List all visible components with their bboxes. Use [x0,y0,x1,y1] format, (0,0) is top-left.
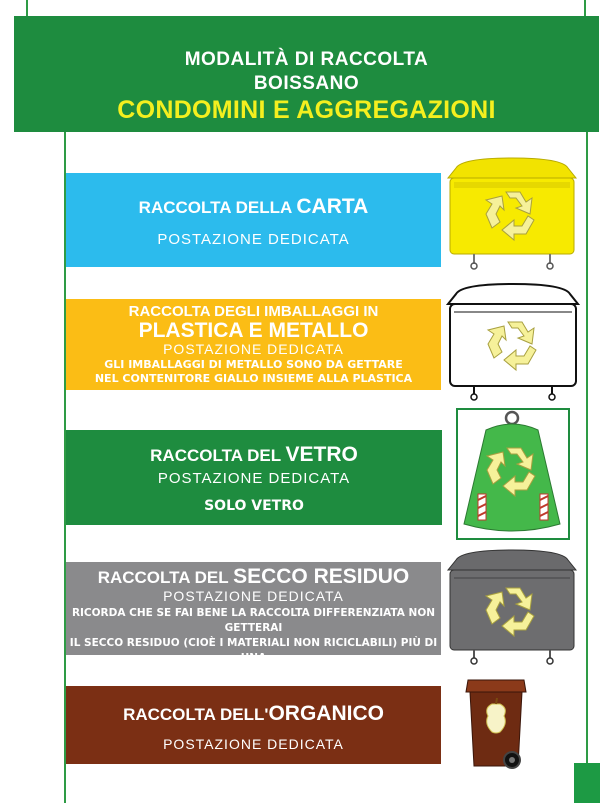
corner-block [574,763,600,803]
section-plastica-title-2: PLASTICA E METALLO [138,319,369,342]
section-carta-subtitle: POSTAZIONE DEDICATA [157,231,350,248]
section-plastica-title-1: RACCOLTA DEGLI IMBALLAGGI IN [128,303,379,320]
section-organico [66,686,441,764]
header-line-2: BOISSANO [253,73,360,94]
section-vetro-subtitle: POSTAZIONE DEDICATA [157,470,351,487]
section-carta [66,173,441,267]
yellow-bin-icon [444,156,580,272]
brown-bin-icon [462,676,532,772]
section-plastica [66,299,441,390]
section-secco-title: RACCOLTA DEL SECCO RESIDUO [97,565,410,588]
section-secco-subtitle: POSTAZIONE DEDICATA [163,588,344,604]
section-plastica-subtitle: POSTAZIONE DEDICATA [163,341,344,357]
glass-bell-icon [456,408,570,540]
section-secco-note: RICORDA CHE SE FAI BENE LA RACCOLTA DIFFERENZIATA NON GETTERAI IL SECCO RESIDUO (CIOÈ I MATERIALI NON RICICLABILI) PIÙ DI UNA VOLTA O DUE AL MESE, AL MASSIMO UNA VOLTA A SETTIMANA! [67,607,440,679]
frame-top [26,0,586,16]
section-organico-subtitle: POSTAZIONE DEDICATA [163,736,344,752]
frame-right-line [586,132,588,763]
white-bin-icon [444,282,582,406]
section-plastica-note: GLI IMBALLAGGI DI METALLO SONO DA GETTARE NEL CONTENITORE GIALLO INSIEME ALLA PLASTICA [94,358,413,385]
section-vetro-note: SOLO VETRO [204,498,304,514]
header-line-1: MODALITÀ DI RACCOLTA [184,49,429,70]
header-line-3: CONDOMINI E AGGREGAZIONI [117,96,496,124]
section-organico-title: RACCOLTA DELL'ORGANICO [123,702,384,725]
page-header [14,16,599,132]
section-vetro-title: RACCOLTA DEL VETRO [150,443,358,466]
grey-bin-icon [444,548,580,666]
section-vetro [66,430,442,525]
section-carta-title: RACCOLTA DELLA CARTA [138,195,369,218]
section-secco [66,562,441,679]
